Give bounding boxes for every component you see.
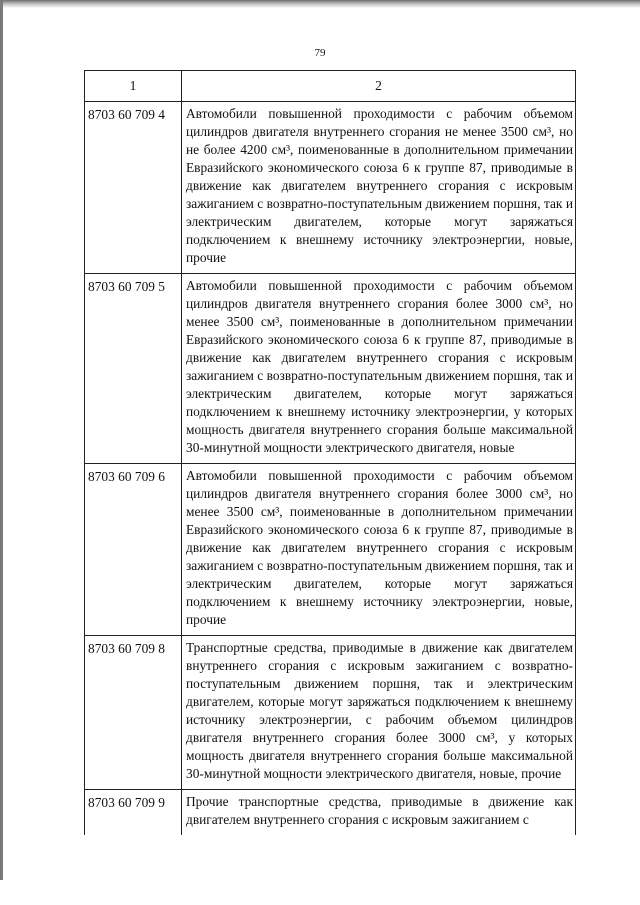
table-row [85,102,576,274]
tariff-table [84,70,576,835]
row-code: 8703 60 709 8 [85,636,182,790]
column-header-1: 1 [85,71,182,102]
row-description: Автомобили повышенной проходимости с рабочим объемом цилиндров двигателя внутреннего сгорания более 3000 см³, но менее 3500 см³, поименованные в дополнительном примечании Евразийского экономического союза 6 к группе 87, приводимые в движение как двигателем внутреннего сгорания с искровым зажиганием с возвратно-поступательным движением поршня, так и электрическим двигателем, которые могут заряжаться подключением к внешнему источнику электроэнергии, новые, прочие [182,464,576,636]
table-row [85,274,576,464]
scan-edge-top [0,0,640,8]
page-bottom-margin [0,880,640,905]
table-row [85,636,576,790]
table-header-row [85,71,576,102]
column-header-2: 2 [182,71,576,102]
row-description: Прочие транспортные средства, приводимые в движение как двигателем внутреннего сгорания с искровым зажиганием с [182,790,576,836]
row-code: 8703 60 709 4 [85,102,182,274]
table-row [85,464,576,636]
row-description: Автомобили повышенной проходимости с рабочим объемом цилиндров двигателя внутреннего сгорания более 3000 см³, но менее 3500 см³, поименованные в дополнительном примечании Евразийского экономического союза 6 к группе 87, приводимые в движение как двигателем внутреннего сгорания с искровым зажиганием с возвратно-поступательным движением поршня, так и электрическим двигателем, которые могут заряжаться подключением к внешнему источнику электроэнергии, у которых мощность двигателя внутреннего сгорания больше максимальной 30-минутной мощности электрического двигателя, новые [182,274,576,464]
scan-edge-left [0,0,3,905]
row-code: 8703 60 709 9 [85,790,182,836]
page-number: 79 [314,47,326,59]
row-description: Автомобили повышенной проходимости с рабочим объемом цилиндров двигателя внутреннего сгорания не менее 3500 см³, но не более 4200 см³, поименованные в дополнительном примечании Евразийского экономического союза 6 к группе 87, приводимые в движение как двигателем внутреннего сгорания с искровым зажиганием с возвратно-поступательным движением поршня, так и электрическим двигателем, которые могут заряжаться подключением к внешнему источнику электроэнергии, новые, прочие [182,102,576,274]
table-row [85,790,576,836]
row-description: Транспортные средства, приводимые в движение как двигателем внутреннего сгорания с искровым зажиганием с возвратно-поступательным движением поршня, так и электрическим двигателем, которые могут заряжаться подключением к внешнему источнику электроэнергии, с рабочим объемом цилиндров двигателя внутреннего сгорания более 3000 см³, у которых мощность двигателя внутреннего сгорания больше максимальной 30-минутной мощности электрического двигателя, новые, прочие [182,636,576,790]
row-code: 8703 60 709 6 [85,464,182,636]
row-code: 8703 60 709 5 [85,274,182,464]
